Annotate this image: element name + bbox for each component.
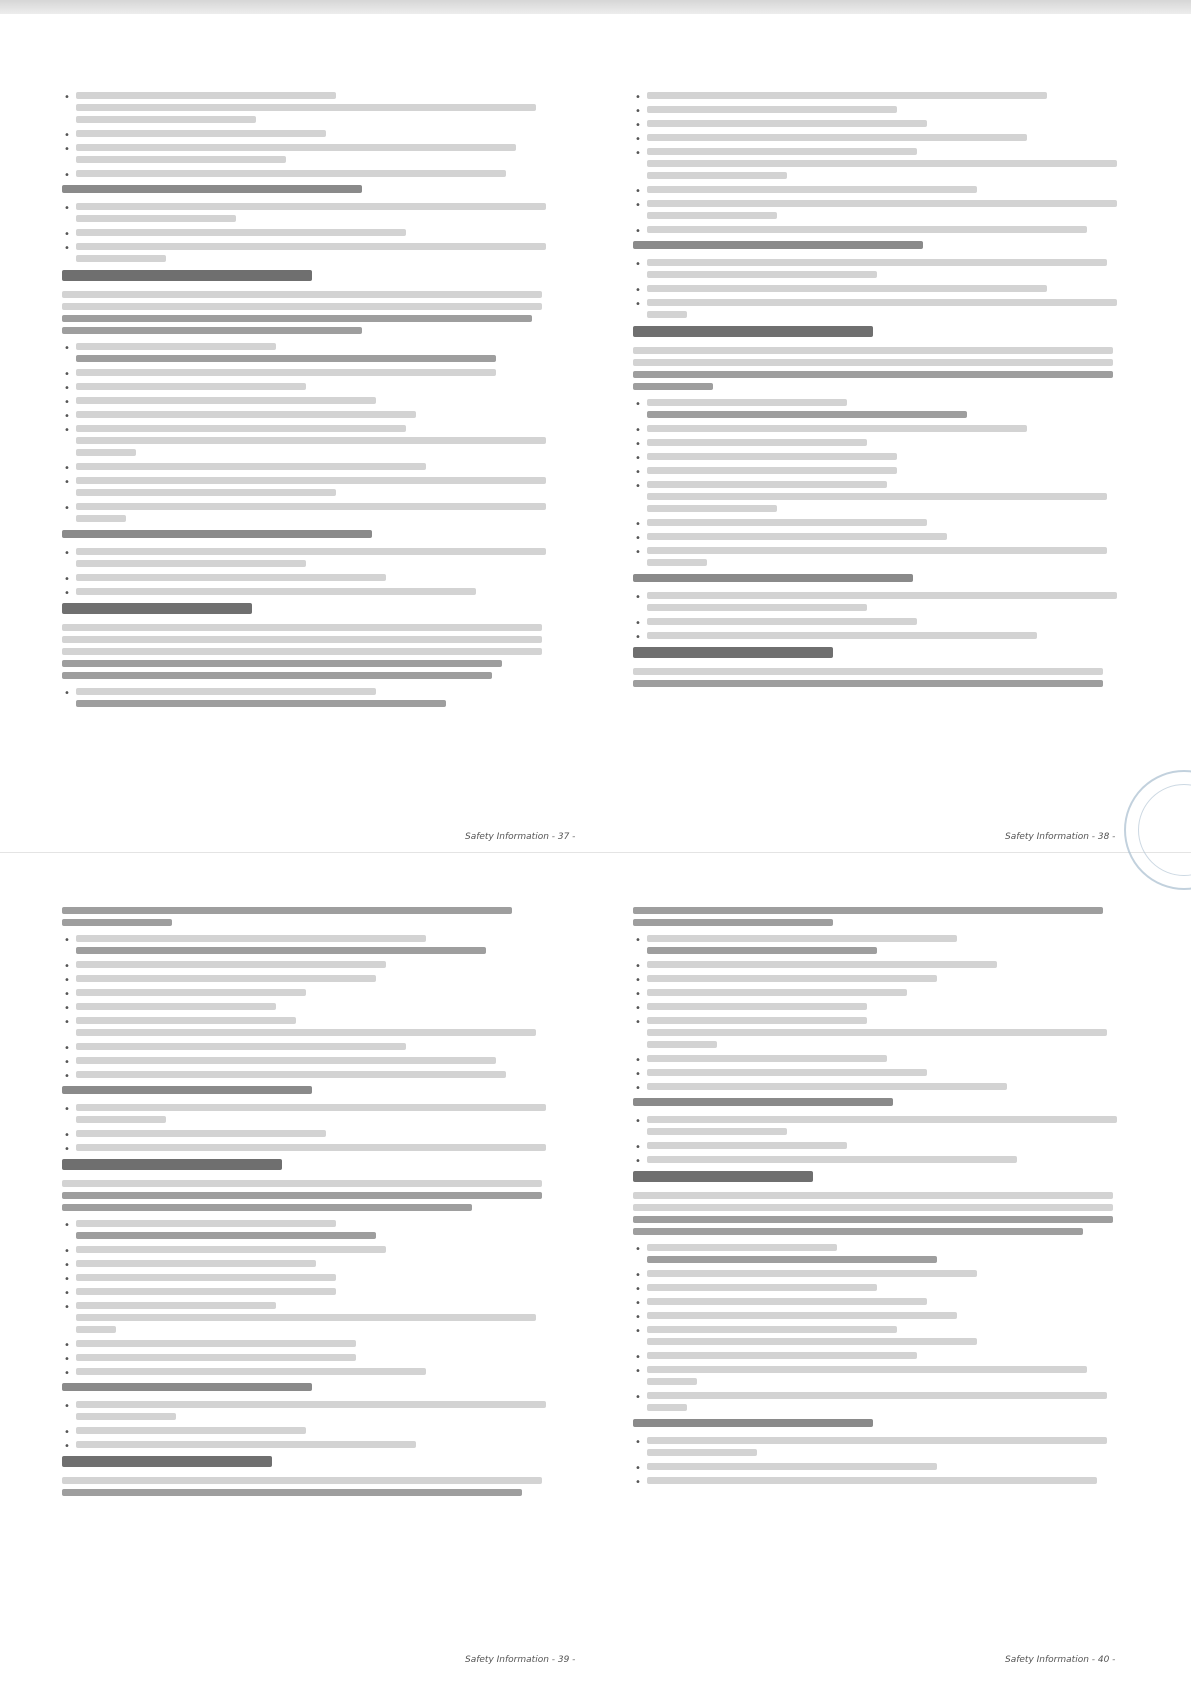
section-heading: [62, 185, 562, 193]
list-item: [633, 1477, 1133, 1484]
list-item: [62, 961, 562, 968]
list-item: [633, 226, 1133, 233]
list-item: [633, 1284, 1133, 1291]
list-item: [633, 200, 1133, 219]
list-item: [633, 533, 1133, 540]
list-item: [62, 411, 562, 418]
page-37-footer: Safety Information - 37 -: [465, 832, 576, 842]
scan-top-band: [0, 0, 1191, 14]
page-38-footer: Safety Information - 38 -: [1005, 832, 1116, 842]
list-item: [62, 1071, 562, 1078]
list-item: [633, 425, 1133, 432]
list-item: [633, 134, 1133, 141]
list-item: [633, 1437, 1133, 1456]
list-item: [62, 935, 562, 954]
list-item: [62, 1003, 562, 1010]
list-item: [62, 92, 562, 123]
list-item: [633, 1055, 1133, 1062]
list-item: [62, 343, 562, 362]
list-item: [62, 574, 562, 581]
page-37-body: [62, 92, 562, 714]
list-item: [62, 144, 562, 163]
page-40-body: [633, 907, 1133, 1491]
list-item: [633, 1463, 1133, 1470]
list-item: [62, 1274, 562, 1281]
list-item: [633, 285, 1133, 292]
list-item: [62, 130, 562, 137]
list-item: [633, 148, 1133, 179]
list-item: [633, 1312, 1133, 1319]
list-item: [633, 935, 1133, 954]
list-item: [62, 503, 562, 522]
list-item: [62, 1368, 562, 1375]
list-item: [633, 120, 1133, 127]
list-item: [633, 1298, 1133, 1305]
section-heading: [62, 530, 562, 538]
section-heading: [633, 326, 1133, 337]
list-item: [633, 1392, 1133, 1411]
list-item: [62, 1427, 562, 1434]
list-item: [62, 203, 562, 222]
list-item: [633, 1270, 1133, 1277]
list-item: [62, 1220, 562, 1239]
list-item: [62, 1043, 562, 1050]
list-item: [62, 688, 562, 707]
list-item: [633, 186, 1133, 193]
page-39-body: [62, 907, 562, 1501]
list-item: [633, 1142, 1133, 1149]
list-item: [633, 481, 1133, 512]
list-item: [62, 170, 562, 177]
list-item: [62, 1260, 562, 1267]
list-item: [633, 1116, 1133, 1135]
list-item: [633, 975, 1133, 982]
list-item: [633, 92, 1133, 99]
list-item: [633, 1003, 1133, 1010]
page-38-body: [633, 92, 1133, 692]
company-stamp: [1124, 770, 1191, 890]
section-heading: [633, 1098, 1133, 1106]
list-item: [62, 1302, 562, 1333]
list-item: [633, 1017, 1133, 1048]
list-item: [62, 425, 562, 456]
list-item: [62, 1017, 562, 1036]
section-heading: [62, 270, 562, 281]
list-item: [62, 1340, 562, 1347]
section-heading: [62, 1086, 562, 1094]
section-heading: [633, 647, 1133, 658]
page-39-footer: Safety Information - 39 -: [465, 1655, 576, 1665]
list-item: [62, 1246, 562, 1253]
list-item: [633, 1244, 1133, 1263]
section-heading: [62, 603, 562, 614]
list-item: [633, 106, 1133, 113]
list-item: [633, 399, 1133, 418]
list-item: [62, 1057, 562, 1064]
list-item: [62, 477, 562, 496]
list-item: [62, 588, 562, 595]
list-item: [633, 519, 1133, 526]
list-item: [633, 259, 1133, 278]
list-item: [633, 467, 1133, 474]
list-item: [62, 1441, 562, 1448]
list-item: [633, 1156, 1133, 1163]
list-item: [62, 369, 562, 376]
list-item: [62, 989, 562, 996]
list-item: [633, 592, 1133, 611]
list-item: [62, 1401, 562, 1420]
section-heading: [633, 241, 1133, 249]
list-item: [633, 299, 1133, 318]
list-item: [633, 1352, 1133, 1359]
list-item: [633, 1083, 1133, 1090]
section-heading: [62, 1456, 562, 1467]
list-item: [633, 618, 1133, 625]
list-item: [62, 243, 562, 262]
list-item: [633, 1069, 1133, 1076]
list-item: [62, 1288, 562, 1295]
list-item: [62, 1354, 562, 1361]
list-item: [62, 548, 562, 567]
list-item: [633, 547, 1133, 566]
section-heading: [633, 1171, 1133, 1182]
list-item: [62, 229, 562, 236]
list-item: [62, 1104, 562, 1123]
list-item: [633, 439, 1133, 446]
list-item: [633, 1326, 1133, 1345]
list-item: [633, 961, 1133, 968]
list-item: [62, 1144, 562, 1151]
section-heading: [62, 1383, 562, 1391]
list-item: [62, 397, 562, 404]
section-heading: [62, 1159, 562, 1170]
list-item: [633, 989, 1133, 996]
section-heading: [633, 1419, 1133, 1427]
page-40-footer: Safety Information - 40 -: [1005, 1655, 1116, 1665]
section-heading: [633, 574, 1133, 582]
list-item: [62, 1130, 562, 1137]
list-item: [62, 383, 562, 390]
spread-divider: [0, 852, 1191, 853]
list-item: [62, 975, 562, 982]
list-item: [633, 632, 1133, 639]
list-item: [62, 463, 562, 470]
list-item: [633, 453, 1133, 460]
list-item: [633, 1366, 1133, 1385]
